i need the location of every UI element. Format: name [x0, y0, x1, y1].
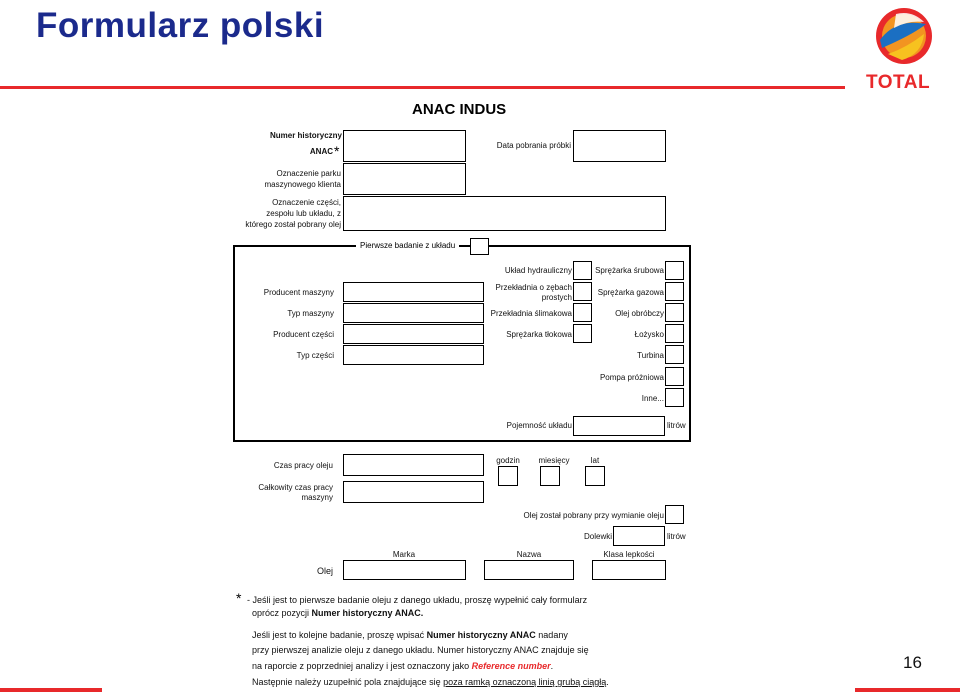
label-pompa-prozniowa: Pompa próżniowa [599, 373, 664, 382]
pojemnosc-ukladu-field[interactable] [573, 416, 665, 436]
label-czas-pracy-oleju: Czas pracy oleju [273, 461, 333, 470]
form-title: ANAC INDUS [412, 101, 507, 118]
label-oznaczenie-parku-1: Oznaczenie parku [276, 169, 341, 178]
note-line-3: Jeśli jest to kolejne badanie, proszę wpisać Numer historyczny ANAC nadany [252, 630, 568, 640]
note-line-6: Następnie należy uzupełnić pola znajdujące się poza ramką oznaczoną linią grubą ciągłą. [252, 677, 609, 687]
page-number: 16 [903, 653, 922, 672]
calkowity-czas-field[interactable] [343, 481, 484, 503]
label-przekladnia-slimakowa: Przekładnia ślimakowa [490, 309, 572, 318]
olej-klasa-lepkosci-field[interactable] [592, 560, 666, 580]
note-asterisk: * [236, 590, 242, 606]
label-litrow-pojemnosc: litrów [667, 421, 686, 430]
producent-czesci-field[interactable] [343, 324, 484, 344]
label-oznaczenie-parku-2: maszynowego klienta [264, 180, 341, 189]
label-producent-maszyny: Producent maszyny [263, 288, 334, 297]
asterisk-mark: * [334, 143, 340, 159]
typ-czesci-field[interactable] [343, 345, 484, 365]
total-logo-text: TOTAL [866, 72, 931, 93]
label-nazwa: Nazwa [516, 550, 542, 559]
label-pojemnosc-ukladu: Pojemność układu [506, 421, 572, 430]
label-oznaczenie-czesci-2: zespołu lub układu, z [266, 209, 341, 218]
label-data-pobrania: Data pobrania próbki [496, 141, 571, 150]
label-pierwsze-badanie: Pierwsze badanie z układu [356, 241, 459, 251]
label-oznaczenie-czesci-3: którego został pobrany olej [245, 220, 341, 229]
label-lozysko: Łożysko [634, 330, 664, 339]
label-inne: Inne... [641, 394, 664, 403]
inne-checkbox[interactable] [665, 388, 684, 407]
label-typ-czesci: Typ części [296, 351, 334, 360]
olej-marka-field[interactable] [343, 560, 466, 580]
sprezarka-srubowa-checkbox[interactable] [665, 261, 684, 280]
olej-nazwa-field[interactable] [484, 560, 574, 580]
footer-divider-left [0, 688, 102, 692]
numer-historyczny-field[interactable] [343, 130, 466, 162]
label-olej-zostal-pobrany: Olej został pobrany przy wymianie oleju [523, 511, 664, 520]
label-sprezarka-srubowa: Sprężarka śrubowa [595, 266, 664, 275]
label-uklad-hydrauliczny: Układ hydrauliczny [504, 266, 572, 275]
olej-zostal-pobrany-checkbox[interactable] [665, 505, 684, 524]
miesiecy-checkbox[interactable] [540, 466, 560, 486]
label-miesiecy: miesięcy [538, 456, 570, 465]
typ-maszyny-field[interactable] [343, 303, 484, 323]
label-producent-czesci: Producent części [273, 330, 334, 339]
label-olej-obrobczy: Olej obróbczy [615, 309, 664, 318]
label-turbina: Turbina [637, 351, 664, 360]
pompa-prozniowa-checkbox[interactable] [665, 367, 684, 386]
pierwsze-badanie-checkbox[interactable] [470, 238, 489, 255]
producent-maszyny-field[interactable] [343, 282, 484, 302]
dolewki-field[interactable] [613, 526, 665, 546]
label-oznaczenie-czesci-1: Oznaczenie części, [272, 198, 341, 207]
note-line-4: przy pierwszej analizie oleju z danego układu. Numer historyczny ANAC znajduje się [252, 645, 589, 655]
oznaczenie-czesci-field[interactable] [343, 196, 666, 231]
label-godzin: godzin [496, 456, 520, 465]
label-przekladnia-zebach-2: prostych [541, 293, 572, 302]
label-sprezarka-gazowa: Sprężarka gazowa [597, 288, 664, 297]
label-typ-maszyny: Typ maszyny [287, 309, 334, 318]
olej-obrobczy-checkbox[interactable] [665, 303, 684, 322]
label-przekladnia-zebach-1: Przekładnia o zębach [495, 283, 572, 292]
slide-title: Formularz polski [36, 6, 325, 45]
header-divider [0, 86, 845, 89]
oznaczenie-parku-field[interactable] [343, 163, 466, 195]
lozysko-checkbox[interactable] [665, 324, 684, 343]
label-marka: Marka [392, 550, 416, 559]
label-lat: lat [590, 456, 600, 465]
sprezarka-gazowa-checkbox[interactable] [665, 282, 684, 301]
reference-number-text: Reference number [471, 661, 551, 671]
label-litrow-dolewki: litrów [667, 532, 686, 541]
label-calkowity-czas-1: Całkowity czas pracy [258, 483, 333, 492]
label-sprezarka-tlokowa: Sprężarka tłokowa [506, 330, 572, 339]
czas-pracy-oleju-field[interactable] [343, 454, 484, 476]
label-dolewki: Dolewki [583, 532, 612, 541]
note-line-1: - Jeśli jest to pierwsze badanie oleju z danego układu, proszę wypełnić cały formularz [247, 595, 588, 605]
note-line-5: na raporcie z poprzedniej analizy i jest oznaczony jako Reference number. [252, 661, 554, 671]
label-numer-historyczny: Numer historyczny [269, 131, 342, 140]
note-line-2: oprócz pozycji Numer historyczny ANAC. [252, 608, 424, 618]
label-anac: ANAC [309, 147, 333, 156]
label-olej: Olej [316, 566, 333, 576]
lat-checkbox[interactable] [585, 466, 605, 486]
label-klasa-lepkosci: Klasa lepkości [603, 550, 655, 559]
godzin-checkbox[interactable] [498, 466, 518, 486]
data-pobrania-field[interactable] [573, 130, 666, 162]
turbina-checkbox[interactable] [665, 345, 684, 364]
label-calkowity-czas-2: maszyny [301, 493, 333, 502]
footer-divider-right [855, 688, 960, 692]
